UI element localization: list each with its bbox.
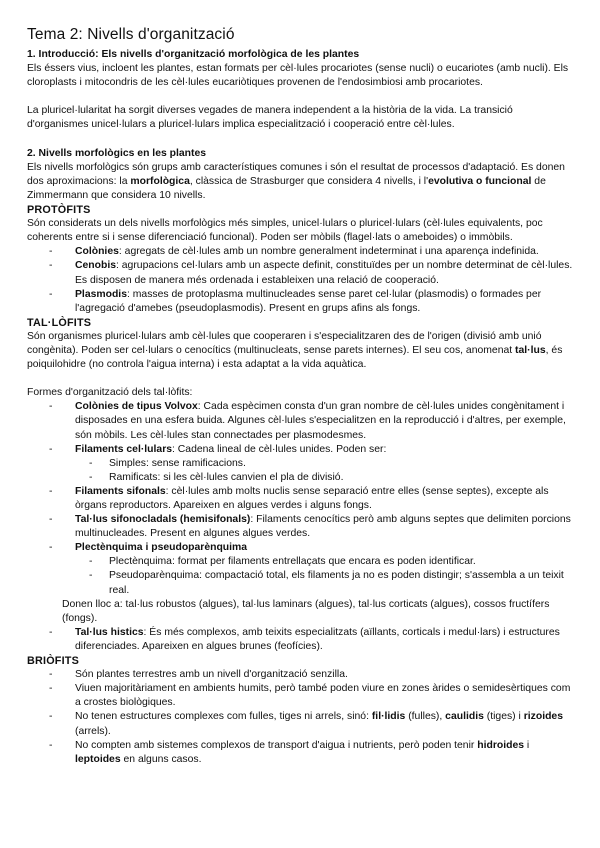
list-item: - Cenobis: agrupacions cel·lulars amb un aspecte definit, constituïdes per un nombre determinat de cèl·lules. Es disposen de manera més ordenada i estableixen una relació de cooperació.: [49, 260, 573, 286]
section-1-paragraph-1: Els éssers vius, incloent les plantes, estan formats per cèl·lules procariotes (sense nucli) o eucariotes (amb nucli). Els cloroplasts i mitocondris de les cèl·lules eucariòtiques provenen de l'endosimbiosi amb procariotes.: [27, 63, 569, 89]
page-title: Tema 2: Nivells d'organització: [27, 26, 235, 43]
plectenquima-note: Donen lloc a: tal·lus robustos (algues), tal·lus laminars (algues), tal·lus corticats (algues), cossos fructífers (fongs).: [62, 598, 550, 624]
talofits-text: [27, 330, 574, 372]
term: Colònies de tipus Volvox: [75, 401, 198, 413]
text: No tenen estructures complexes com fulles, tiges ni arrels, sinó:: [75, 711, 372, 723]
sub-text: Plectènquima: format per filaments entrellaçats que encara es poden identificar.: [109, 556, 476, 568]
intro-text: , clàssica de Strasburger que considera 4 nivells, i l': [189, 175, 429, 187]
bold-term: hidroides: [477, 739, 525, 751]
list-item: - Filaments sifonals: cèl·lules amb molts nuclis sense separació entre elles (sense septes), excepte als òrgans reproductors. Apareixen en algues verdes i alguns fongs.: [49, 485, 549, 511]
list-item: - No compten amb sistemes complexos de transport d'aigua i nutrients, però poden tenir hidroides i leptoides en alguns casos.: [49, 739, 530, 765]
term: Filaments cel·lulars: [75, 443, 173, 455]
list-item: - Plasmodis: masses de protoplasma multinucleades sense paret cel·lular (plasmodis) o formades per l'agregació d'amebes (pseudoplasmodis). Present en grups afins als fongs.: [49, 288, 542, 314]
list-item: - Tal·lus sifonocladals (hemisifonals): Filaments cenocítics però amb alguns septes que delimiten porcions multinucleades. Present en algunes algues verdes.: [49, 514, 571, 540]
briofits-heading: BRIÒFITS: [27, 655, 79, 668]
definition: : Filaments cenocítics però amb alguns septes que delimiten porcions multinucleades. Present en algunes algues verdes.: [75, 514, 571, 540]
definition: : Cada espècimen consta d'un gran nombre de cèl·lules unides congènitament i disposades en una esfera buida. Algunes cèl·lules s'especialitzen en la reproducció i d'altres, per exemple, són mòbils. Les cèl·lules stan connectades per plasmodesmes.: [75, 401, 566, 441]
text: i: [524, 739, 530, 751]
sub-list-item: - Ramificats: si les cèl·lules canvien el pla de divisió.: [89, 471, 344, 483]
sub-list-item: - Plectènquima: format per filaments entrellaçats que encara es poden identificar.: [89, 556, 476, 568]
talofits-formes-intro: Formes d'organització dels tal·lòfits:: [27, 387, 193, 399]
spacer: [27, 133, 574, 147]
sub-list-item: - Pseudoparènquima: compactació total, els filaments ja no es poden distingir; s'assembla a un teixit real.: [89, 570, 564, 596]
definition: : masses de protoplasma multinucleades sense paret cel·lular (plasmodis) o formades per l'agregació d'amebes (pseudoplasmodis). Present en grups afins als fongs.: [75, 288, 542, 314]
text: en alguns casos.: [120, 753, 202, 765]
sub-text: Simples: sense ramificacions.: [109, 457, 246, 469]
sub-list: [75, 457, 574, 485]
text: (tiges) i: [483, 711, 524, 723]
sub-list: [75, 555, 574, 597]
term: Tal·lus sifonocladals (hemisifonals): [75, 514, 251, 526]
talofits-heading: TAL·LÒFITS: [27, 316, 92, 329]
definition: : Cadena lineal de cèl·lules unides. Poden ser:: [172, 443, 387, 455]
text: Són plantes terrestres amb un nivell d'organització senzilla.: [75, 669, 348, 681]
text: , és poiquilohidre (no controla l'aigua interna) i esta adaptat a la vida aquàtica.: [27, 344, 563, 371]
definition: : cèl·lules amb molts nuclis sense separació entre elles (sense septes), excepte als òrgans reproductors. Apareixen en algues verdes i alguns fongs.: [75, 485, 549, 511]
term: Plasmodis: [75, 288, 127, 300]
intro-text: de Zimmermann que considera 10 nivells.: [27, 175, 546, 201]
list-item: - Viuen majoritàriament en ambients humits, però també poden viure en zones àrides o semidesèrtiques com a crostes biològiques.: [49, 683, 571, 709]
section-1-paragraph-2: La pluricel·lularitat ha sorgit diverses vegades de manera independent a la història de la vida. La transició d'organismes unicel·lulars a pluricel·lulars implica especialització i cooperació entre cèl·lules.: [27, 105, 513, 131]
section-2-heading: 2. Nivells morfològics en les plantes: [27, 147, 207, 159]
sub-list-item: - Simples: sense ramificacions.: [89, 457, 246, 469]
spacer: [27, 372, 574, 386]
bold-term: fil·lidis: [371, 711, 406, 723]
bold-term: rizoides: [523, 711, 563, 723]
list-item: - Filaments cel·lulars: Cadena lineal de cèl·lules unides. Poden ser: - Simples: sense ramificacions. - Ramificats: si les cèl·lules canvien el pla de divisió.: [27, 443, 574, 485]
sub-text: Ramificats: si les cèl·lules canvien el pla de divisió.: [109, 471, 344, 483]
list-item: - No tenen estructures complexes com fulles, tiges ni arrels, sinó: fil·lidis (fulles), caulidis (tiges) i rizoides (arrels).: [49, 711, 563, 737]
protofits-text: Són considerats un dels nivells morfològics més simples, unicel·lulars o pluricel·lulars (cèl·lules equivalents, poc coherents entre si i sense diferenciació funcional). Poden ser mòbils (flagel·lats o ameboides) o immòbils.: [27, 218, 543, 244]
bold-term: leptoides: [75, 753, 121, 765]
section-2-intro: [27, 161, 574, 203]
intro-bold-evolutiva: evolutiva o funcional: [428, 175, 532, 187]
term: Plectènquima i pseudoparènquima: [75, 542, 248, 554]
list-item: - Plectènquima i pseudoparènquima - Plectènquima: format per filaments entrellaçats que encara es poden identificar. - Pseudoparènquima: compactació total, els filaments ja no es poden distingir; s'assembla a un teixit real.: [27, 541, 574, 597]
term: Colònies: [75, 246, 119, 258]
protofits-heading: PROTÒFITS: [27, 204, 91, 217]
list-item: - Tal·lus histics: És més complexos, amb teixits especialitzats (aïllants, corticals i medul·lars) i estructures diferenciades. Apareixen en algues brunes (feofícies).: [49, 626, 560, 652]
protofits-list: [27, 245, 574, 315]
text: No compten amb sistemes complexos de transport d'aigua i nutrients, però poden tenir: [75, 739, 478, 751]
definition: : agrupacions cel·lulars amb un aspecte definit, constituïdes per un nombre determinat de cèl·lules. Es disposen de manera més ordenada i estableixen una relació de cooperació.: [75, 260, 573, 286]
bold-term: caulidis: [445, 711, 484, 723]
definition: : És més complexos, amb teixits especialitzats (aïllants, corticals i medul·lars) i estructures diferenciades. Apareixen en algues brunes (feofícies).: [75, 626, 560, 652]
intro-bold-morfologica: morfològica: [130, 175, 190, 187]
term: Tal·lus histics: [75, 626, 144, 638]
text: (fulles),: [405, 711, 446, 723]
text: Viuen majoritàriament en ambients humits, però també poden viure en zones àrides o semidesèrtiques com a crostes biològiques.: [75, 683, 571, 709]
list-item: - Colònies de tipus Volvox: Cada espècimen consta d'un gran nombre de cèl·lules unides congènitament i disposades en una esfera buida. Algunes cèl·lules s'especialitzen en la reproducció i d'altres, per exemple, són mòbils. Les cèl·lules stan connectades per plasmodesmes.: [49, 401, 566, 441]
briofits-list: [27, 668, 574, 767]
definition: : agregats de cèl·lules amb un nombre generalment indeterminat i una aparença indefinida.: [118, 246, 539, 258]
text: Són organismes pluricel·lulars amb cèl·lules que cooperaren i s'especialitzaren des de l'origen (divisió amb unió congènita). Poden ser cel·lulars o cenocítics (multinucleats, sense parets internes). El seu cos, anomenat: [27, 330, 542, 356]
text: (arrels).: [75, 725, 111, 737]
term: Cenobis: [75, 260, 116, 272]
sub-text: Pseudoparènquima: compactació total, els filaments ja no es poden distingir; s'assembla a un teixit real.: [109, 570, 564, 596]
spacer: [27, 90, 574, 104]
section-1-heading: 1. Introducció: Els nivells d'organització morfològica de les plantes: [27, 49, 360, 60]
talofits-list: [27, 400, 574, 597]
bold-term: tal·lus: [515, 344, 546, 356]
talofits-list-cont: [27, 626, 574, 654]
term: Filaments sifonals: [75, 485, 166, 497]
list-item: - Són plantes terrestres amb un nivell d'organització senzilla.: [49, 669, 348, 681]
intro-text: Els nivells morfològics són grups amb característiques comunes i són el resultat de processos d'adaptació. Es donen dos aproximacions: la: [27, 161, 565, 187]
list-item: - Colònies: agregats de cèl·lules amb un nombre generalment indeterminat i una aparença indefinida.: [49, 246, 539, 258]
